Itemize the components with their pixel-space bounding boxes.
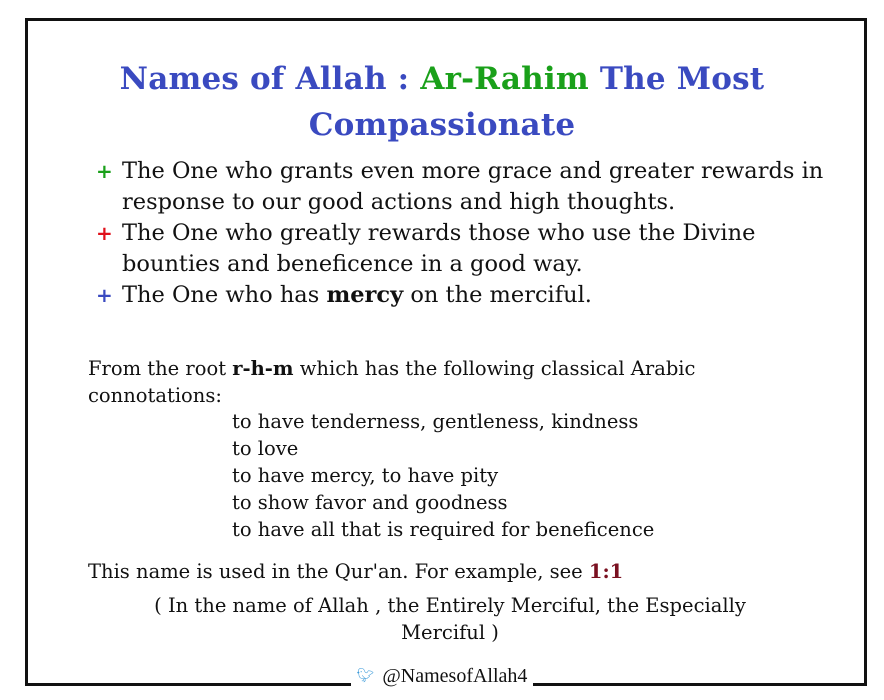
root-paragraph [88,355,828,409]
plus-icon: + [96,283,113,307]
bold-word: mercy [326,282,404,308]
quran-text: This name is used in the Qur'an. For example, see [88,560,589,583]
list-item [96,218,826,280]
title-name: Ar-Rahim [420,61,589,97]
quran-reference [88,558,623,585]
twitter-bird-icon: 🐦︎ [356,669,375,684]
verse-ref: 1:1 [588,560,624,583]
connotation: to have tenderness, gentleness, kindness [232,410,639,433]
twitter-handle[interactable]: @NamesofAllah4 [382,665,528,687]
description-list [96,156,826,311]
list-item-text: The One who has [122,282,327,308]
page-title [40,56,844,148]
list-item [96,280,826,311]
connotations-list [232,408,654,543]
plus-icon: + [96,159,113,183]
root-text: From the root [88,357,233,380]
list-item [96,156,826,218]
list-item-text: on the merciful. [403,282,592,308]
root-text: which has the following classical Arabic connotations: [88,357,696,407]
connotation: to have mercy, to have pity [232,464,499,487]
list-item-text: The One who greatly rewards those who use the Divine bounties and beneficence in a good way. [122,220,756,277]
list-item-text: The One who grants even more grace and greater rewards in response to our good actions and high thoughts. [122,158,824,215]
connotation: to show favor and goodness [232,491,508,514]
root-letters: r-h-m [232,357,294,380]
connotation: to have all that is required for beneficence [232,518,655,541]
verse-quote: ( In the name of Allah , the Entirely Merciful, the Especially Merciful ) [154,594,746,644]
footer [0,665,884,688]
plus-icon: + [96,221,113,245]
title-suffix: The Most Compassionate [308,61,765,143]
connotation: to love [232,437,299,460]
title-prefix: Names of Allah : [119,61,421,97]
